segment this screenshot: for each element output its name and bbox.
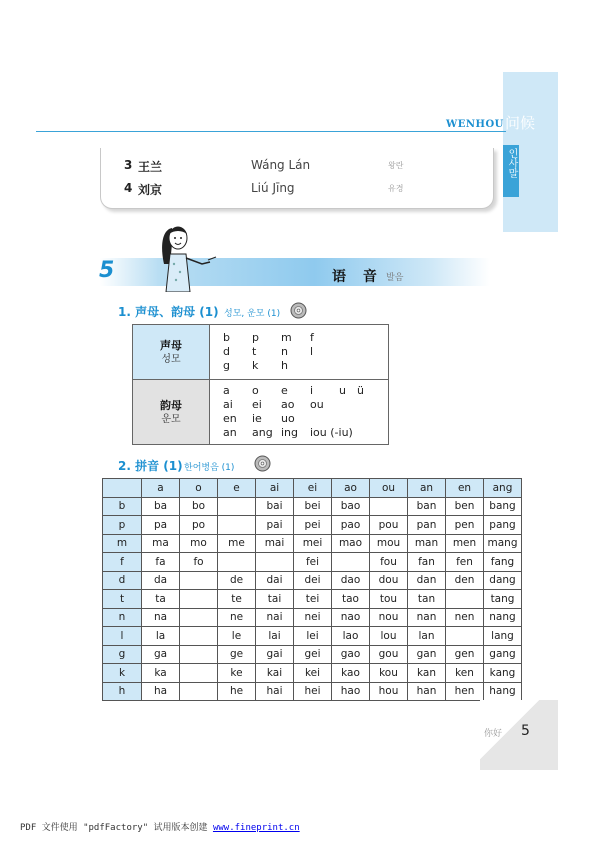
initials-label-kr: 성모 [161, 353, 181, 365]
dialogue-name-cn: 王兰 [138, 160, 163, 174]
syllable-cell: tai [256, 590, 294, 609]
syllable-cell: ha [142, 682, 180, 701]
column-header: ao [332, 479, 370, 498]
row-header: m [103, 534, 142, 553]
syllable-cell: le [218, 627, 256, 646]
syllable-cell: gen [446, 645, 484, 664]
syllable-cell: gan [408, 645, 446, 664]
syllable-cell: de [218, 571, 256, 590]
syllable-cell: hai [256, 682, 294, 701]
syllable-cell: den [446, 571, 484, 590]
syllable-cell [180, 608, 218, 627]
syllable-cell: mou [370, 534, 408, 553]
syllable-cell: gou [370, 645, 408, 664]
initial: b [223, 331, 230, 344]
syllable-cell: la [142, 627, 180, 646]
syllable-cell: na [142, 608, 180, 627]
syllable-cell: dei [294, 571, 332, 590]
syllable-cell: dan [408, 571, 446, 590]
initials-label-cell [133, 325, 210, 380]
syllable-cell: ben [446, 497, 484, 516]
syllable-cell: ka [142, 664, 180, 683]
final: ü [357, 384, 364, 397]
syllable-cell [446, 590, 484, 609]
syllable-cell [256, 553, 294, 572]
final: uo [281, 412, 295, 425]
finals-row [223, 398, 388, 412]
section-number: 5 [99, 258, 115, 283]
column-header: ou [370, 479, 408, 498]
final: ai [223, 398, 233, 411]
syllable-cell: pa [142, 516, 180, 535]
girl-illustration [158, 224, 218, 292]
syllable-cell: fou [370, 553, 408, 572]
syllable-cell: bang [484, 497, 522, 516]
syllable-cell: mo [180, 534, 218, 553]
syllable-cell: nen [446, 608, 484, 627]
final: e [281, 384, 288, 397]
syllable-cell: bei [294, 497, 332, 516]
syllable-cell: nou [370, 608, 408, 627]
syllable-cell [370, 497, 408, 516]
dialogue-row [101, 158, 493, 180]
syllable-cell: hang [484, 682, 522, 701]
subsection-title: 2. 拼音 (1) [118, 459, 183, 473]
column-header: a [142, 479, 180, 498]
syllable-cell: pai [256, 516, 294, 535]
header-rule [36, 131, 506, 132]
initial: d [223, 345, 230, 358]
row-header: l [103, 627, 142, 646]
initial: n [281, 345, 288, 358]
syllable-cell: pei [294, 516, 332, 535]
syllable-cell: kan [408, 664, 446, 683]
syllable-cell: po [180, 516, 218, 535]
subsection-title-kr: 성모, 운모 (1) [224, 309, 281, 319]
syllable-cell: fo [180, 553, 218, 572]
syllable-cell: me [218, 534, 256, 553]
dialogue-row [101, 181, 493, 203]
final: ang [252, 426, 273, 439]
column-header: en [446, 479, 484, 498]
initial: k [252, 359, 259, 372]
syllable-cell: dou [370, 571, 408, 590]
row-header: d [103, 571, 142, 590]
finals-row [223, 412, 388, 426]
syllable-cell: lan [408, 627, 446, 646]
final: u [339, 384, 346, 397]
side-tab-label: 인사말 [506, 148, 517, 178]
syllable-cell: hen [446, 682, 484, 701]
syllable-cell: bo [180, 497, 218, 516]
syllable-cell: pou [370, 516, 408, 535]
syllable-cell: nei [294, 608, 332, 627]
initials-row [223, 345, 388, 359]
syllable-cell: te [218, 590, 256, 609]
syllable-cell [180, 682, 218, 701]
syllable-cell: ban [408, 497, 446, 516]
syllable-cell: kei [294, 664, 332, 683]
syllable-cell [180, 645, 218, 664]
final: ei [252, 398, 262, 411]
syllable-cell: mei [294, 534, 332, 553]
syllable-cell: mai [256, 534, 294, 553]
finals-label-kr: 운모 [161, 413, 181, 425]
syllable-cell: pan [408, 516, 446, 535]
dialogue-card [100, 148, 494, 209]
syllable-cell [218, 553, 256, 572]
subsection-title-kr: 한어병음 (1) [184, 463, 235, 473]
row-header: b [103, 497, 142, 516]
syllable-cell: kou [370, 664, 408, 683]
column-header: an [408, 479, 446, 498]
dialogue-number: 3 [124, 158, 133, 172]
syllable-cell: dai [256, 571, 294, 590]
final: o [252, 384, 259, 397]
syllable-cell: fen [446, 553, 484, 572]
table-row [103, 571, 522, 590]
row-header: k [103, 664, 142, 683]
final: i [310, 384, 314, 397]
syllable-cell: ta [142, 590, 180, 609]
dialogue-number: 4 [124, 181, 133, 195]
syllable-cell: nan [408, 608, 446, 627]
initials-label: 声母 [160, 338, 182, 352]
syllable-cell: fan [408, 553, 446, 572]
row-header: t [103, 590, 142, 609]
syllable-cell: gai [256, 645, 294, 664]
syllable-cell: man [408, 534, 446, 553]
syllable-cell: hei [294, 682, 332, 701]
syllable-cell: lou [370, 627, 408, 646]
syllable-cell: dang [484, 571, 522, 590]
syllable-cell [332, 553, 370, 572]
section-title: 语 音 [332, 269, 383, 285]
syllable-cell: gei [294, 645, 332, 664]
syllable-cell: ge [218, 645, 256, 664]
syllable-cell: gao [332, 645, 370, 664]
header-title-cn: 问候 [505, 114, 536, 132]
finals-cell [210, 380, 389, 445]
syllable-cell: da [142, 571, 180, 590]
initial: t [252, 345, 257, 358]
initial: m [281, 331, 292, 344]
section-title-kr: 발음 [386, 273, 404, 283]
dialogue-name-kr: 유경 [388, 184, 404, 193]
syllable-cell [218, 516, 256, 535]
syllable-cell: ga [142, 645, 180, 664]
initials-row [223, 359, 388, 373]
final: ou [310, 398, 324, 411]
syllable-cell: tan [408, 590, 446, 609]
column-header: e [218, 479, 256, 498]
syllable-cell [218, 497, 256, 516]
syllable-cell: mao [332, 534, 370, 553]
syllable-cell: bai [256, 497, 294, 516]
syllable-cell: hou [370, 682, 408, 701]
syllable-cell: kai [256, 664, 294, 683]
table-row [103, 590, 522, 609]
syllable-cell: dao [332, 571, 370, 590]
table-row [103, 516, 522, 535]
initial: f [310, 331, 314, 344]
syllable-cell: tang [484, 590, 522, 609]
syllable-cell: gang [484, 645, 522, 664]
syllable-cell: pao [332, 516, 370, 535]
initial: p [252, 331, 259, 344]
final: en [223, 412, 237, 425]
syllable-cell: tou [370, 590, 408, 609]
table-row [103, 534, 522, 553]
syllable-cell: tei [294, 590, 332, 609]
final: a [223, 384, 230, 397]
pinyin-table [102, 478, 522, 701]
pdf-footer-link[interactable]: www.fineprint.cn [212, 823, 300, 833]
table-row [103, 497, 522, 516]
dialogue-name-kr: 왕란 [388, 161, 404, 170]
initial: l [310, 345, 314, 358]
syllable-cell: ken [446, 664, 484, 683]
row-header: g [103, 645, 142, 664]
syllable-cell: fa [142, 553, 180, 572]
pdf-footer-text: PDF 文件使用 "pdfFactory" 试用版本创建 [20, 823, 213, 833]
syllable-cell: kao [332, 664, 370, 683]
cd-icon[interactable] [290, 302, 307, 319]
syllable-cell: ne [218, 608, 256, 627]
row-header: n [103, 608, 142, 627]
syllable-cell: lei [294, 627, 332, 646]
pdf-footer [20, 820, 300, 833]
dialogue-pinyin: Liú Jīng [251, 181, 295, 195]
finals-row [223, 384, 388, 398]
final: ao [281, 398, 295, 411]
syllable-cell: ba [142, 497, 180, 516]
column-header: ang [484, 479, 522, 498]
row-header: p [103, 516, 142, 535]
syllable-cell: pang [484, 516, 522, 535]
syllable-cell: lao [332, 627, 370, 646]
row-header: f [103, 553, 142, 572]
subsection-title: 1. 声母、韵母 (1) [118, 305, 219, 319]
syllable-cell: nang [484, 608, 522, 627]
final: iou (-iu) [310, 426, 353, 439]
dialogue-name-cn: 刘京 [138, 183, 163, 197]
syllable-cell: lai [256, 627, 294, 646]
page-label: 你好 [484, 729, 503, 739]
syllable-cell: mang [484, 534, 522, 553]
initial: h [281, 359, 288, 372]
table-row [103, 664, 522, 683]
syllable-cell: kang [484, 664, 522, 683]
table-row [103, 627, 522, 646]
syllable-cell [180, 571, 218, 590]
syllable-cell: fang [484, 553, 522, 572]
syllable-cell: han [408, 682, 446, 701]
syllable-cell: pen [446, 516, 484, 535]
header-title-en: WENHOU [446, 119, 504, 130]
initials-finals-table [132, 324, 389, 445]
column-header: ei [294, 479, 332, 498]
table-row [103, 645, 522, 664]
column-header [103, 479, 142, 498]
dialogue-pinyin: Wáng Lán [251, 158, 311, 172]
syllable-cell: hao [332, 682, 370, 701]
table-row [103, 608, 522, 627]
syllable-cell: tao [332, 590, 370, 609]
syllable-cell [180, 664, 218, 683]
final: ing [281, 426, 299, 439]
final: an [223, 426, 237, 439]
syllable-cell: he [218, 682, 256, 701]
finals-row [223, 426, 388, 440]
initials-row [223, 331, 388, 345]
column-header: ai [256, 479, 294, 498]
syllable-cell: men [446, 534, 484, 553]
syllable-cell: lang [484, 627, 522, 646]
syllable-cell: nai [256, 608, 294, 627]
syllable-cell: nao [332, 608, 370, 627]
initial: g [223, 359, 230, 372]
initials-cell [210, 325, 389, 380]
page-number: 5 [521, 723, 530, 739]
syllable-cell: ma [142, 534, 180, 553]
finals-label: 韵母 [160, 398, 182, 412]
syllable-cell: bao [332, 497, 370, 516]
column-header: o [180, 479, 218, 498]
row-header: h [103, 682, 142, 701]
final: ie [252, 412, 262, 425]
syllable-cell: ke [218, 664, 256, 683]
syllable-cell: fei [294, 553, 332, 572]
syllable-cell [180, 627, 218, 646]
cd-icon[interactable] [254, 455, 271, 472]
table-row [103, 682, 522, 701]
finals-label-cell [133, 380, 210, 445]
syllable-cell [180, 590, 218, 609]
table-row [103, 553, 522, 572]
syllable-cell [446, 627, 484, 646]
pinyin-table-header-row [103, 479, 522, 498]
